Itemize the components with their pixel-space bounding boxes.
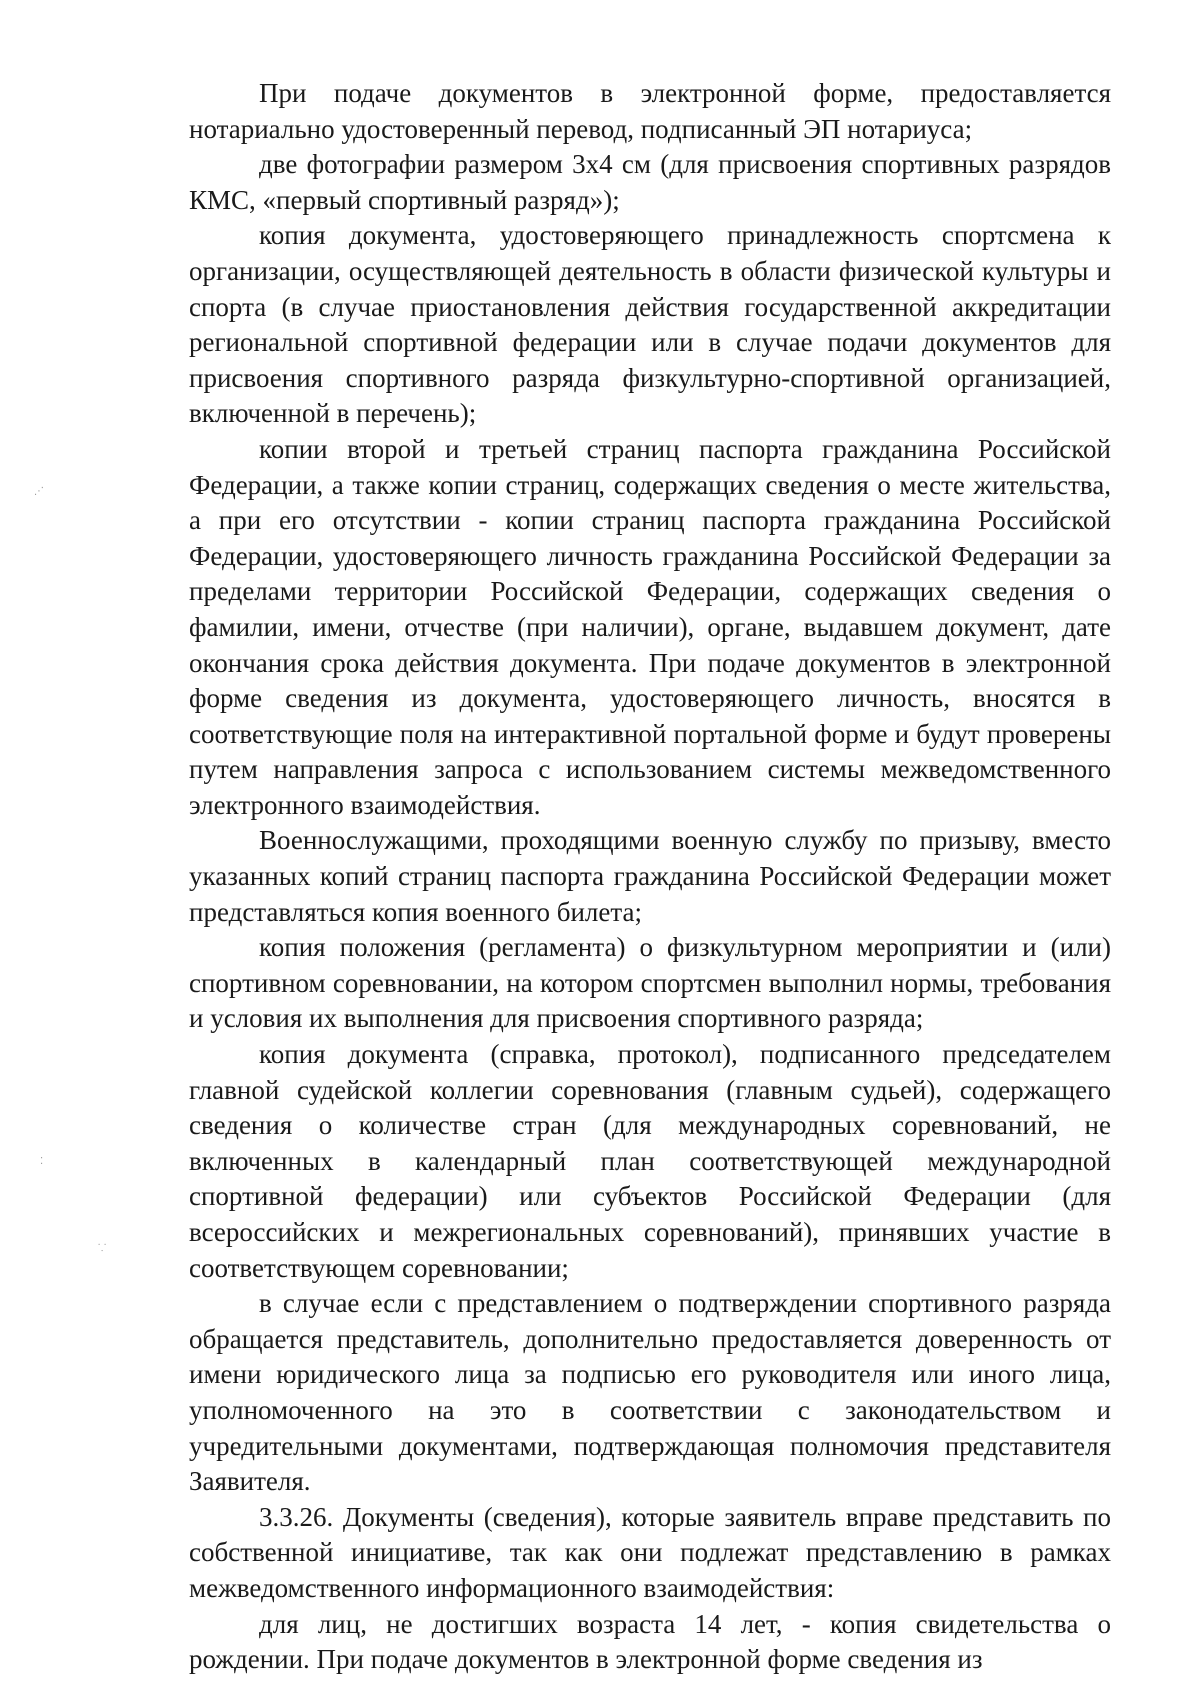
paragraph-photos: две фотографии размером 3х4 см (для присвоения спортивных разрядов КМС, «первый спортивный разряд»); <box>189 149 1111 215</box>
document-body <box>189 76 1111 1678</box>
paragraph-notarial-translation: При подаче документов в электронной форме, предоставляется нотариально удостоверенный перевод, подписанный ЭП нотариуса; <box>189 78 1111 144</box>
scan-artifact: ⁚ <box>40 1156 44 1167</box>
paragraph-regulation-copy: копия положения (регламента) о физкультурном мероприятии и (или) спортивном соревновании, на котором спортсмен выполнил нормы, требования и условия их выполнения для присвоения спортивного разряда; <box>189 932 1111 1034</box>
paragraph-membership-document: копия документа, удостоверяющего принадлежность спортсмена к организации, осуществляющей деятельность в области физической культуры и спорта (в случае приостановления действия государственной аккредитации региональной спортивной федерации или в случае подачи документов для присвоения спортивного разряда физкультурно-спортивной организацией, включенной в перечень); <box>189 220 1111 429</box>
paragraph-power-of-attorney: в случае если с представлением о подтверждении спортивного разряда обращается представитель, дополнительно предоставляется доверенность от имени юридического лица за подписью его руководителя или иного лица, уполномоченного на это в соответствии с законодательством и учредительными документами, подтверждающая полномочия представителя Заявителя. <box>189 1288 1111 1497</box>
scan-artifact: ⸪ <box>98 1243 107 1254</box>
paragraph-section-3-3-26: 3.3.26. Документы (сведения), которые заявитель вправе представить по собственной инициативе, так как они подлежат представлению в рамках межведомственного информационного взаимодействия: <box>189 1501 1111 1603</box>
paragraph-passport-copies: копии второй и третьей страниц паспорта гражданина Российской Федерации, а также копии страниц, содержащих сведения о месте жительства, а при его отсутствии - копии страниц паспорта гражданина Российской Федерации, удостоверяющего личность гражданина Российской Федерации за пределами территории Российской Федерации, содержащих сведения о фамилии, имени, отчестве (при наличии), органе, выдавшем документ, дате окончания срока действия документа. При подаче документов в электронной форме сведения из документа, удостоверяющего личность, вносятся в соответствующие поля на интерактивной портальной форме и будут проверены путем направления запроса с использованием системы межведомственного электронного взаимодействия. <box>189 433 1111 820</box>
paragraph-birth-certificate: для лиц, не достигших возраста 14 лет, - копия свидетельства о рождении. При подаче документов в электронной форме сведения из <box>189 1608 1111 1675</box>
paragraph-military-id: Военнослужащими, проходящими военную службу по призыву, вместо указанных копий страниц паспорта гражданина Российской Федерации может представляться копия военного билета; <box>189 825 1111 927</box>
paragraph-judges-protocol: копия документа (справка, протокол), подписанного председателем главной судейской коллегии соревнования (главным судьей), содержащего сведения о количестве стран (для международных соревнований, не включенных в календарный план соответствующей международной спортивной федерации) или субъектов Российской Федерации (для всероссийских и межрегиональных соревнований), принявших участие в соответствующем соревновании; <box>189 1039 1111 1283</box>
scan-artifact: ⋰ <box>34 486 44 497</box>
